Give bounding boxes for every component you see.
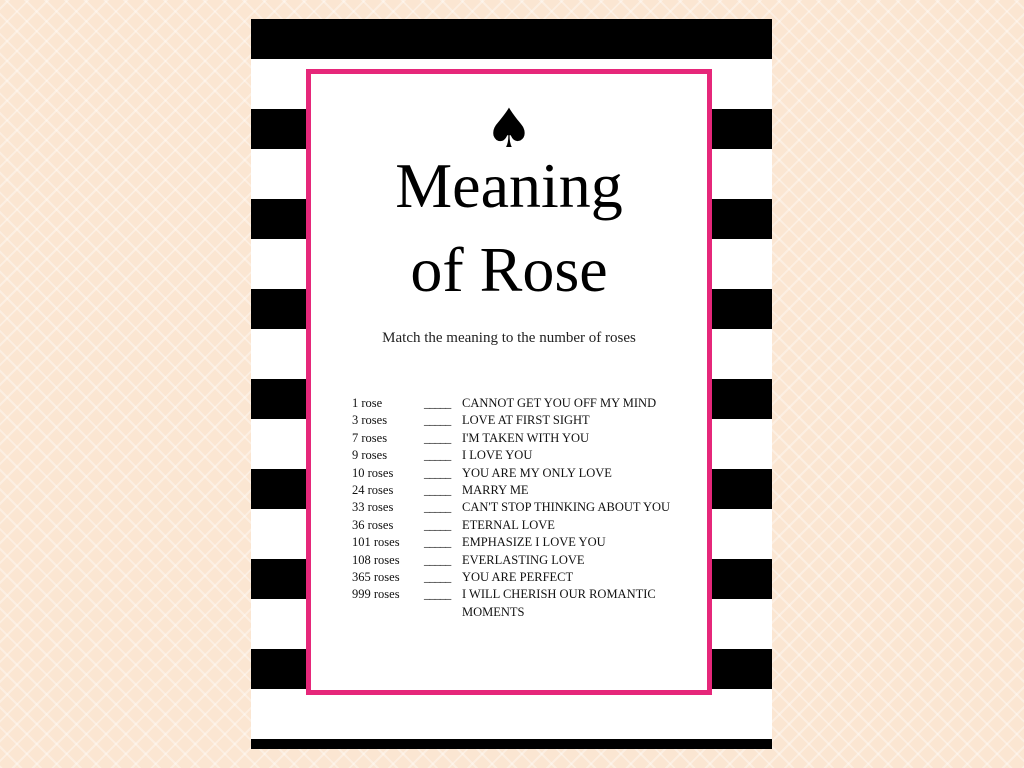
list-item — [352, 569, 692, 586]
pink-frame — [306, 69, 712, 695]
rose-count: 1 rose — [352, 396, 383, 410]
answer-blank[interactable]: _____ — [424, 535, 451, 550]
answer-blank[interactable]: _____ — [424, 552, 451, 567]
meaning-text: LOVE AT FIRST SIGHT — [462, 413, 590, 428]
answer-blank[interactable]: _____ — [424, 587, 451, 602]
subtitle: Match the meaning to the number of roses — [382, 330, 636, 346]
meaning-text: EVERLASTING LOVE — [462, 552, 585, 567]
meaning-text: I'M TAKEN WITH YOU — [462, 430, 590, 445]
meaning-text: I WILL CHERISH OUR ROMANTIC MOMENTS — [462, 587, 656, 619]
meaning-text: EMPHASIZE I LOVE YOU — [462, 535, 606, 550]
list-item — [352, 465, 692, 482]
rose-count: 7 roses — [352, 430, 388, 445]
answer-blank[interactable]: _____ — [424, 448, 451, 463]
rose-count: 999 roses — [352, 587, 400, 602]
answer-blank[interactable]: _____ — [424, 500, 451, 515]
rose-count: 24 roses — [352, 483, 394, 498]
meaning-text: CANNOT GET YOU OFF MY MIND — [462, 396, 657, 410]
answer-blank[interactable]: _____ — [424, 396, 451, 410]
answer-blank[interactable]: _____ — [424, 413, 451, 428]
rose-count: 36 roses — [352, 517, 394, 532]
rose-count: 108 roses — [352, 552, 400, 567]
meaning-text: ETERNAL LOVE — [462, 517, 555, 532]
answer-blank[interactable]: _____ — [424, 517, 451, 532]
list-item — [352, 412, 692, 429]
answer-blank[interactable]: _____ — [424, 430, 451, 445]
meaning-text: YOU ARE PERFECT — [462, 570, 574, 585]
list-item — [352, 430, 692, 447]
title-line-2: of Rose — [410, 234, 608, 305]
meaning-text: CAN'T STOP THINKING ABOUT YOU — [462, 500, 671, 515]
list-item — [352, 482, 692, 499]
list-item — [352, 447, 692, 464]
meaning-text: MARRY ME — [462, 483, 529, 498]
answer-blank[interactable]: _____ — [424, 465, 451, 480]
list-item — [352, 586, 692, 621]
rose-count: 365 roses — [352, 570, 400, 585]
title-line-1: Meaning — [395, 150, 623, 221]
answer-blank[interactable]: _____ — [424, 570, 451, 585]
rose-count: 33 roses — [352, 500, 394, 515]
answer-blank[interactable]: _____ — [424, 483, 451, 498]
rose-count: 9 roses — [352, 448, 388, 463]
list-item — [352, 499, 692, 516]
meaning-text: I LOVE YOU — [462, 448, 533, 463]
list-item — [352, 552, 692, 569]
spade-icon: ♠ — [484, 97, 534, 160]
matching-list — [352, 395, 692, 621]
game-card — [251, 19, 772, 749]
list-item — [352, 517, 692, 534]
rose-count: 3 roses — [352, 413, 388, 428]
rose-count: 10 roses — [352, 465, 394, 480]
list-item — [352, 534, 692, 551]
meaning-text: YOU ARE MY ONLY LOVE — [462, 465, 612, 480]
list-item — [352, 395, 692, 412]
rose-count: 101 roses — [352, 535, 400, 550]
